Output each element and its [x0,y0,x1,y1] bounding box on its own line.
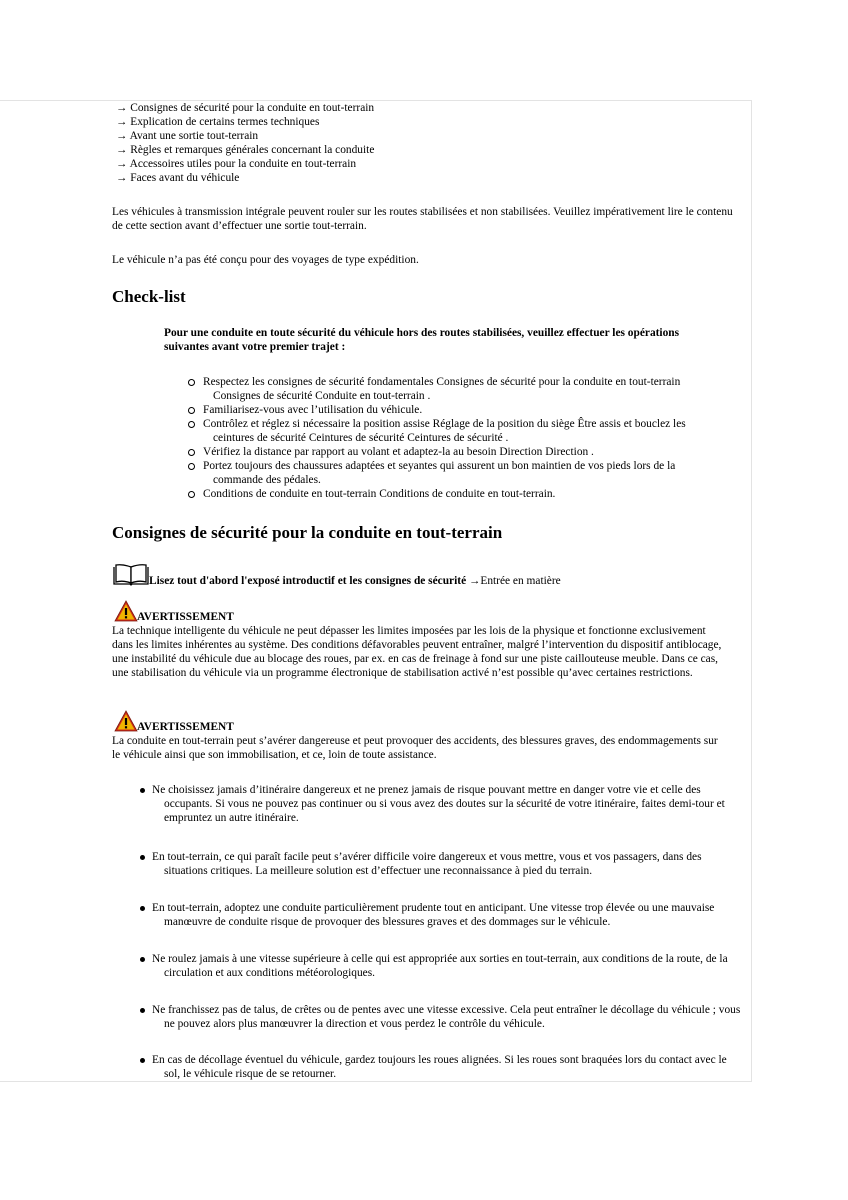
safety-bullet: En cas de décollage éventuel du véhicule, gardez toujours les roues alignées. Si les roues sont braquées lors du contact avec le sol, le véhicule risque de se retourner. [138,1053,742,1081]
circle-bullet-icon [188,379,195,386]
page-frame-bottom [0,1081,752,1082]
warning-text: La conduite en tout-terrain peut s’avérer dangereuse et peut provoquer des accidents, des blessures graves, des endommagements sur le véhicule ainsi que son immobilisation, et ce, loin de toute assistance. [112,735,718,761]
circle-bullet-icon [188,491,195,498]
page-frame-right [751,100,752,1082]
warning-icon [114,600,138,622]
checklist-lead: Pour une conduite en toute sécurité du véhicule hors des routes stabilisées, veuillez effectuer les opérations suivantes avant votre premier trajet : [164,327,680,353]
checklist-item: Vérifiez la distance par rapport au volant et adaptez-la au besoin Direction Direction . [186,445,726,459]
safety-bullet: Ne franchissez pas de talus, de crêtes ou de pentes avec une vitesse excessive. Cela peut entraîner le décollage du véhicule ; vous ne pouvez alors plus manœuvrer la direction et vous perdez le contrôle du véhicule. [138,1003,742,1031]
toc-link[interactable]: → Accessoires utiles pour la conduite en tout-terrain [116,158,357,170]
bullet-dot-icon [140,788,145,793]
open-book-icon [112,564,150,586]
checklist-item: Contrôlez et réglez si nécessaire la position assise Réglage de la position du siège Être assis et bouclez les ceintures de sécurité Ceintures de sécurité Ceintures de sécurité . [186,417,726,445]
toc-link[interactable]: → Faces avant du véhicule [116,172,240,184]
toc-link[interactable]: → Avant une sortie tout-terrain [116,130,259,142]
checklist-items [186,375,726,501]
bullet-dot-icon [140,855,145,860]
toc-link[interactable]: → Règles et remarques générales concernant la conduite [116,144,375,156]
circle-bullet-icon [188,463,195,470]
expedition-note: Le véhicule n’a pas été conçu pour des voyages de type expédition. [112,254,419,266]
bullet-dot-icon [140,906,145,911]
circle-bullet-icon [188,449,195,456]
bullet-dot-icon [140,957,145,962]
warning-icon [114,710,138,732]
safety-bullet: En tout-terrain, adoptez une conduite particulièrement prudente tout en anticipant. Une vitesse trop élevée ou une mauvaise manœuvre de conduite risque de provoquer des blessures graves et des dommages sur le véhicule. [138,901,742,929]
page-frame-top [0,100,752,101]
checklist-item: Familiarisez-vous avec l’utilisation du véhicule. [186,403,726,417]
safety-heading: Consignes de sécurité pour la conduite en tout-terrain [112,523,503,542]
checklist-item: Portez toujours des chaussures adaptées et seyantes qui assurent un bon maintien de vos pieds lors de la commande des pédales. [186,459,726,487]
warning-title: AVERTISSEMENT [137,721,234,733]
toc-link[interactable]: → Consignes de sécurité pour la conduite en tout-terrain [116,102,375,114]
safety-bullet: En tout-terrain, ce qui paraît facile peut s’avérer difficile voire dangereux et vous mettre, vous et vos passagers, dans des situations critiques. La meilleure solution est d’effectuer une reconnaissance à pied du terrain. [138,850,742,878]
checklist-item: Conditions de conduite en tout-terrain Conditions de conduite en tout-terrain. [186,487,726,501]
checklist-item: Respectez les consignes de sécurité fondamentales Consignes de sécurité pour la conduite en tout-terrain Consignes de sécurité Conduite en tout-terrain . [186,375,726,403]
safety-bullet: Ne choisissez jamais d’itinéraire dangereux et ne prenez jamais de risque pouvant mettre en danger votre vie et celle des occupants. Si vous ne pouvez pas continuer ou si vous avez des doutes sur la sécurité de votre itinéraire, faites demi-tour et empruntez un autre itinéraire. [138,783,742,825]
checklist-heading: Check-list [112,287,186,306]
intro-link[interactable]: →Entrée en matière [466,575,561,587]
circle-bullet-icon [188,421,195,428]
safety-bullet: Ne roulez jamais à une vitesse supérieure à celle qui est appropriée aux sorties en tout-terrain, aux conditions de la route, de la circulation et aux conditions météorologiques. [138,952,742,980]
warning-title: AVERTISSEMENT [137,611,234,623]
toc-link[interactable]: → Explication de certains termes techniques [116,116,320,128]
read-first-text: Lisez tout d'abord l'exposé introductif et les consignes de sécurité [149,575,467,587]
circle-bullet-icon [188,407,195,414]
intro-paragraph: Les véhicules à transmission intégrale peuvent rouler sur les routes stabilisées et non stabilisées. Veuillez impérativement lire le contenu de cette section avant d’effectuer une sortie tout-terrain. [112,206,733,232]
toc-links [116,101,374,185]
bullet-dot-icon [140,1008,145,1013]
warning-text: La technique intelligente du véhicule ne peut dépasser les limites imposées par les lois de la physique et fonctionne exclusivement dans les limites inhérentes au système. Des conditions défavorables peuvent entraîner, malgré l’intervention du dispositif antiblocage, une instabilité du véhicule due au blocage des roues, par ex. en cas de freinage à fond sur une piste caillouteuse meuble. Dans ce cas, une stabilisation du véhicule via un programme électronique de stabilisation activé n’est possible qu’avec certaines restrictions. [112,625,722,679]
bullet-dot-icon [140,1058,145,1063]
